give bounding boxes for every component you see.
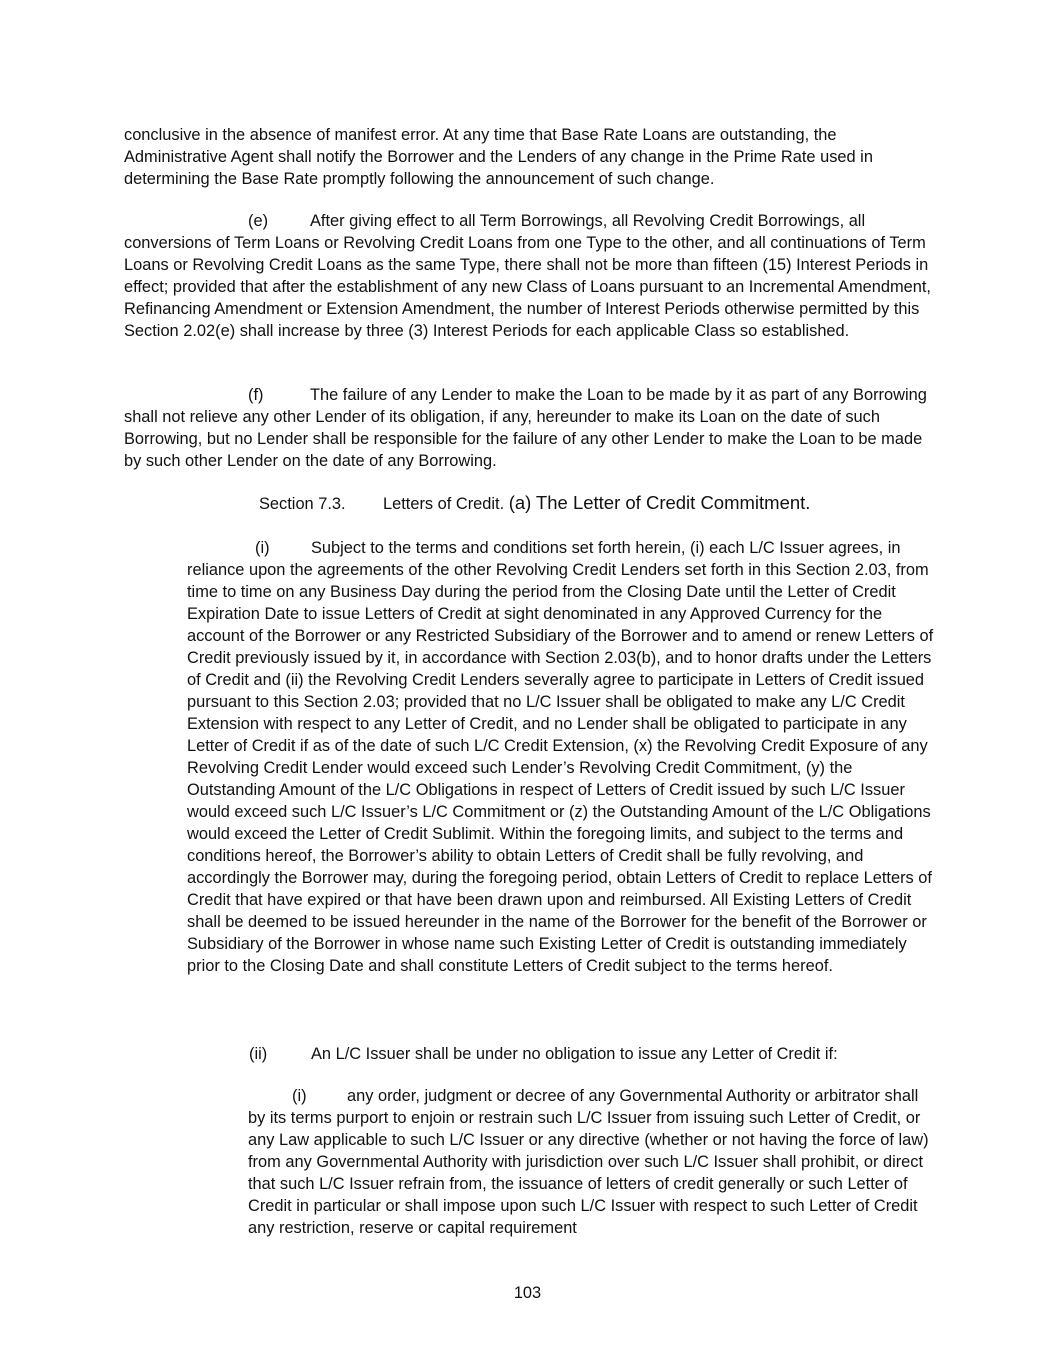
paragraph-ii-i (248, 1085, 939, 1239)
section-number: Section 7.3. (259, 495, 346, 513)
subsection-title: The Letter of Credit Commitment. (535, 492, 811, 513)
subsection-label: (a) (508, 492, 532, 513)
section-heading (259, 492, 959, 515)
page-number: 103 (513, 1284, 542, 1302)
paragraph-ii (187, 1043, 939, 1065)
paragraph-ii-i-label: (i) (292, 1087, 307, 1105)
paragraph-f (124, 384, 939, 472)
paragraph-i-label: (i) (255, 539, 270, 557)
paragraph-intro (124, 124, 939, 190)
paragraph-ii-i-text: any order, judgment or decree of any Governmental Authority or arbitrator shall by its terms purport to enjoin or restrain such L/C Issuer from issuing such Letter of Credit, or any Law applicable to such L/C Issuer or any directive (whether or not having the force of law) from any Governmental Authority with jurisdiction over such L/C Issuer shall prohibit, or direct that such L/C Issuer refrain from, the issuance of letters of credit generally or such Letter of Credit in particular or shall impose upon such L/C Issuer with respect to such Letter of Credit any restriction, reserve or capital requirement (248, 1087, 929, 1237)
paragraph-e (124, 210, 939, 342)
paragraph-ii-text: An L/C Issuer shall be under no obligation to issue any Letter of Credit if: (311, 1045, 838, 1063)
paragraph-ii-label: (ii) (249, 1045, 268, 1063)
paragraph-i-text: Subject to the terms and conditions set forth herein, (i) each L/C Issuer agrees, in reliance upon the agreements of the other Revolving Credit Lenders set forth in this Section 2.03, from time to time on any Business Day during the period from the Closing Date until the Letter of Credit Expiration Date to issue Letters of Credit at sight denominated in any Approved Currency for the account of the Borrower or any Restricted Subsidiary of the Borrower and to amend or renew Letters of Credit previously issued by it, in accordance with Section 2.03(b), and to honor drafts under the Letters of Credit and (ii) the Revolving Credit Lenders severally agree to participate in Letters of Credit issued pursuant to this Section 2.03; provided that no L/C Issuer shall be obligated to make any L/C Credit Extension with respect to any Letter of Credit, and no Lender shall be obligated to participate in any Letter of Credit if as of the date of such L/C Credit Extension, (x) the Revolving Credit Exposure of any Revolving Credit Lender would exceed such Lender’s Revolving Credit Commitment, (y) the Outstanding Amount of the L/C Obligations in respect of Letters of Credit issued by such L/C Issuer would exceed such L/C Issuer’s L/C Commitment or (z) the Outstanding Amount of the L/C Obligations would exceed the Letter of Credit Sublimit. Within the foregoing limits, and subject to the terms and conditions hereof, the Borrower’s ability to obtain Letters of Credit shall be fully revolving, and accordingly the Borrower may, during the foregoing period, obtain Letters of Credit to replace Letters of Credit that have expired or that have been drawn upon and reimbursed. All Existing Letters of Credit shall be deemed to be issued hereunder in the name of the Borrower for the benefit of the Borrower or Subsidiary of the Borrower in whose name such Existing Letter of Credit is outstanding immediately prior to the Closing Date and shall constitute Letters of Credit subject to the terms hereof. (187, 539, 934, 975)
paragraph-e-label: (e) (248, 212, 269, 230)
paragraph-f-text: The failure of any Lender to make the Loan to be made by it as part of any Borrowing shall not relieve any other Lender of its obligation, if any, hereunder to make its Loan on the date of such Borrowing, but no Lender shall be responsible for the failure of any other Lender to make the Loan to be made by such other Lender on the date of any Borrowing. (124, 386, 927, 470)
paragraph-intro-text: conclusive in the absence of manifest error. At any time that Base Rate Loans are outstanding, the Administrative Agent shall notify the Borrower and the Lenders of any change in the Prime Rate used in determining the Base Rate promptly following the announcement of such change. (124, 126, 873, 188)
paragraph-e-text: After giving effect to all Term Borrowings, all Revolving Credit Borrowings, all conversions of Term Loans or Revolving Credit Loans from one Type to the other, and all continuations of Term Loans or Revolving Credit Loans as the same Type, there shall not be more than fifteen (15) Interest Periods in effect; provided that after the establishment of any new Class of Loans pursuant to an Incremental Amendment, Refinancing Amendment or Extension Amendment, the number of Interest Periods otherwise permitted by this Section 2.02(e) shall increase by three (3) Interest Periods for each applicable Class so established. (124, 212, 931, 340)
paragraph-f-label: (f) (248, 386, 264, 404)
paragraph-i (187, 537, 939, 977)
section-title: Letters of Credit. (383, 495, 505, 513)
